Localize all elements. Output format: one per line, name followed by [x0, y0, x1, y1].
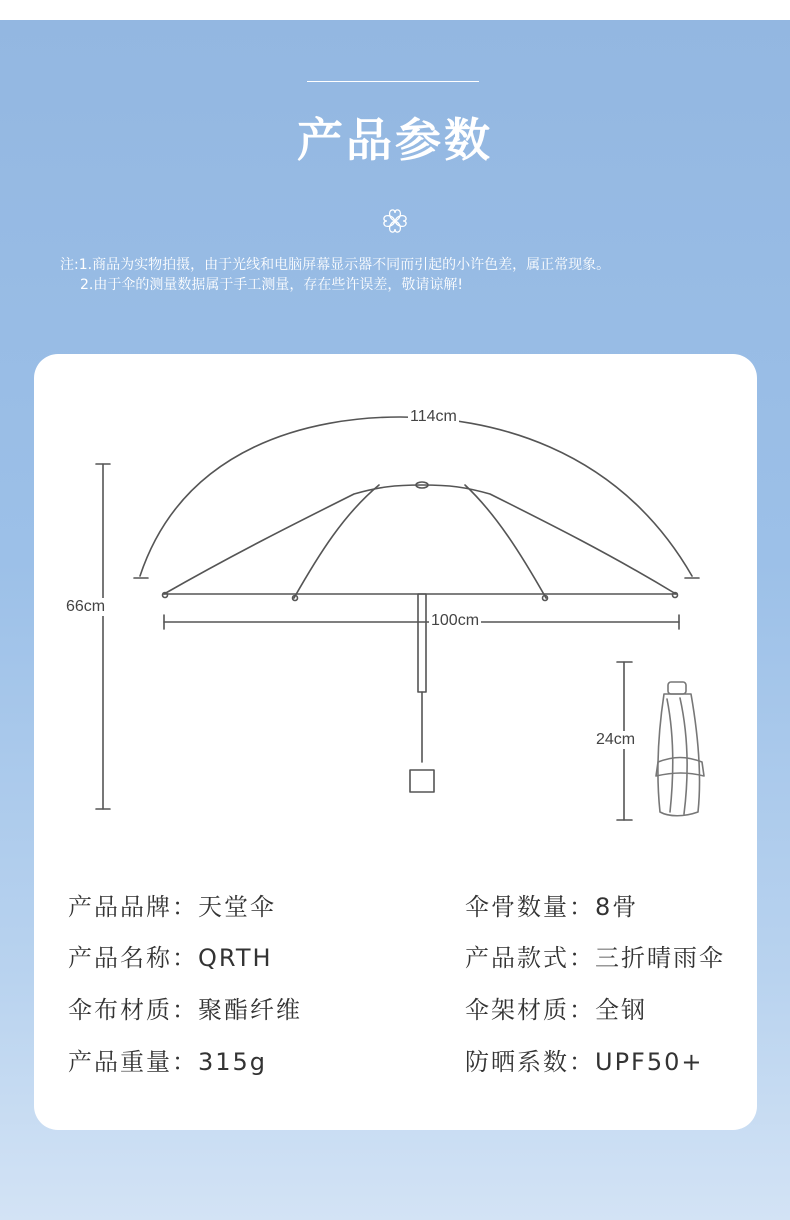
spec-separator: ：	[569, 944, 595, 972]
spec-label: 产品品牌	[68, 893, 172, 921]
spec-item	[465, 887, 638, 922]
folded-length-label: 24cm	[596, 731, 636, 748]
spec-item	[465, 1042, 704, 1077]
spec-label: 产品款式	[465, 944, 569, 972]
umbrella-shaft	[418, 594, 426, 692]
spec-card	[34, 354, 757, 1130]
spec-value: 315g	[198, 1048, 268, 1076]
spec-value: 全钢	[595, 996, 647, 1024]
spec-item	[68, 887, 276, 922]
spec-value: 聚酯纤维	[198, 996, 302, 1024]
clover-icon	[380, 206, 410, 236]
folded-umbrella	[656, 682, 704, 816]
arc-length-label: 114cm	[410, 408, 457, 425]
spec-value: 8骨	[595, 893, 639, 921]
spec-value: QRTH	[198, 944, 273, 972]
height-label: 66cm	[66, 598, 106, 615]
spec-label: 产品重量	[68, 1048, 172, 1076]
spec-separator: ：	[172, 996, 198, 1024]
spec-label: 伞骨数量	[465, 893, 569, 921]
spec-separator: ：	[172, 893, 198, 921]
spec-separator: ：	[172, 1048, 198, 1076]
spec-label: 产品名称	[68, 944, 172, 972]
spec-value: 三折晴雨伞	[595, 944, 725, 972]
umbrella-diagram	[34, 354, 757, 844]
diameter-label: 100cm	[431, 612, 480, 629]
spec-item	[68, 990, 302, 1025]
spec-item	[465, 938, 725, 973]
umbrella-canopy	[164, 485, 676, 594]
spec-separator: ：	[569, 1048, 595, 1076]
umbrella-handle	[410, 770, 434, 792]
spec-item	[465, 990, 647, 1025]
arc-dimension-line	[140, 417, 692, 576]
spec-label: 伞架材质	[465, 996, 569, 1024]
spec-separator: ：	[569, 893, 595, 921]
spec-item	[68, 1042, 267, 1077]
note-line-1: 注:1.商品为实物拍摄，由于光线和电脑屏幕显示器不同而引起的小许色差，属正常现象。	[60, 257, 611, 273]
page-title: 产品参数	[297, 113, 493, 167]
spec-item	[68, 938, 273, 973]
spec-label: 伞布材质	[68, 996, 172, 1024]
spec-separator: ：	[172, 944, 198, 972]
note-line-2: 2.由于伞的测量数据属于手工测量，存在些许误差，敬请谅解!	[80, 277, 463, 293]
spec-separator: ：	[569, 996, 595, 1024]
spec-value: UPF50+	[595, 1048, 704, 1076]
spec-label: 防晒系数	[465, 1048, 569, 1076]
title-divider	[307, 81, 479, 82]
spec-value: 天堂伞	[198, 893, 276, 921]
